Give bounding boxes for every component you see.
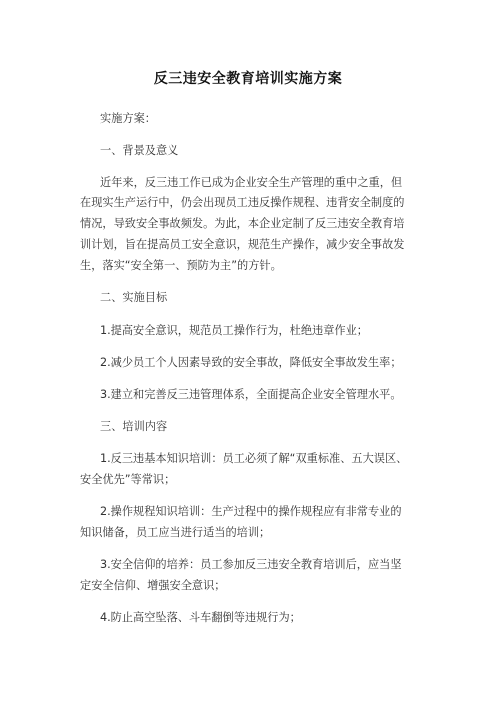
list-item-content-4: 4.防止高空坠落、斗车翻倒等违规行为； [100, 611, 301, 624]
section-heading-background: 一、背景及意义 [100, 144, 179, 157]
paragraph-line: 近年来，反三违工作已成为企业安全生产管理的重中之重，但 [100, 176, 403, 189]
list-item-goal-3: 3.建立和完善反三违管理体系，全面提高企业安全管理水平。 [100, 388, 402, 401]
paragraph-line: 训计划，旨在提高员工安全意识，规范生产操作，减少安全事故发 [80, 238, 405, 251]
list-item-content-3: 3.安全信仰的培养：员工参加反三违安全教育培训后，应当坚 [100, 558, 402, 571]
list-item-goal-1: 1.提高安全意识，规范员工操作行为，杜绝违章作业； [100, 324, 368, 337]
paragraph-line: 情况，导致安全事故频发。为此，本企业定制了反三违安全教育培 [80, 217, 405, 230]
section-intro-label: 实施方案： [100, 112, 156, 125]
list-item-content-3-continued: 定安全信仰、增强安全意识； [80, 579, 226, 592]
list-item-content-1: 1.反三违基本知识培训：员工必须了解“双重标准、五大误区、 [100, 452, 408, 465]
list-item-content-2-continued: 知识储备，员工应当进行适当的培训； [80, 526, 271, 539]
section-heading-content: 三、培训内容 [100, 420, 168, 433]
document-title: 反三违安全教育培训实施方案 [153, 71, 343, 87]
list-item-content-2: 2.操作规程知识培训：生产过程中的操作规程应有非常专业的 [100, 505, 402, 518]
paragraph-line: 在现实生产运行中，仍会出现员工违反操作规程、违背安全制度的 [80, 196, 405, 209]
list-item-goal-2: 2.减少员工个人因素导致的安全事故，降低安全事故发生率； [100, 356, 402, 369]
section-heading-goals: 二、实施目标 [100, 291, 168, 304]
paragraph-line: 生，落实“安全第一、预防为主”的方针。 [80, 259, 282, 272]
list-item-content-1-continued: 安全优先”等常识； [80, 473, 176, 486]
